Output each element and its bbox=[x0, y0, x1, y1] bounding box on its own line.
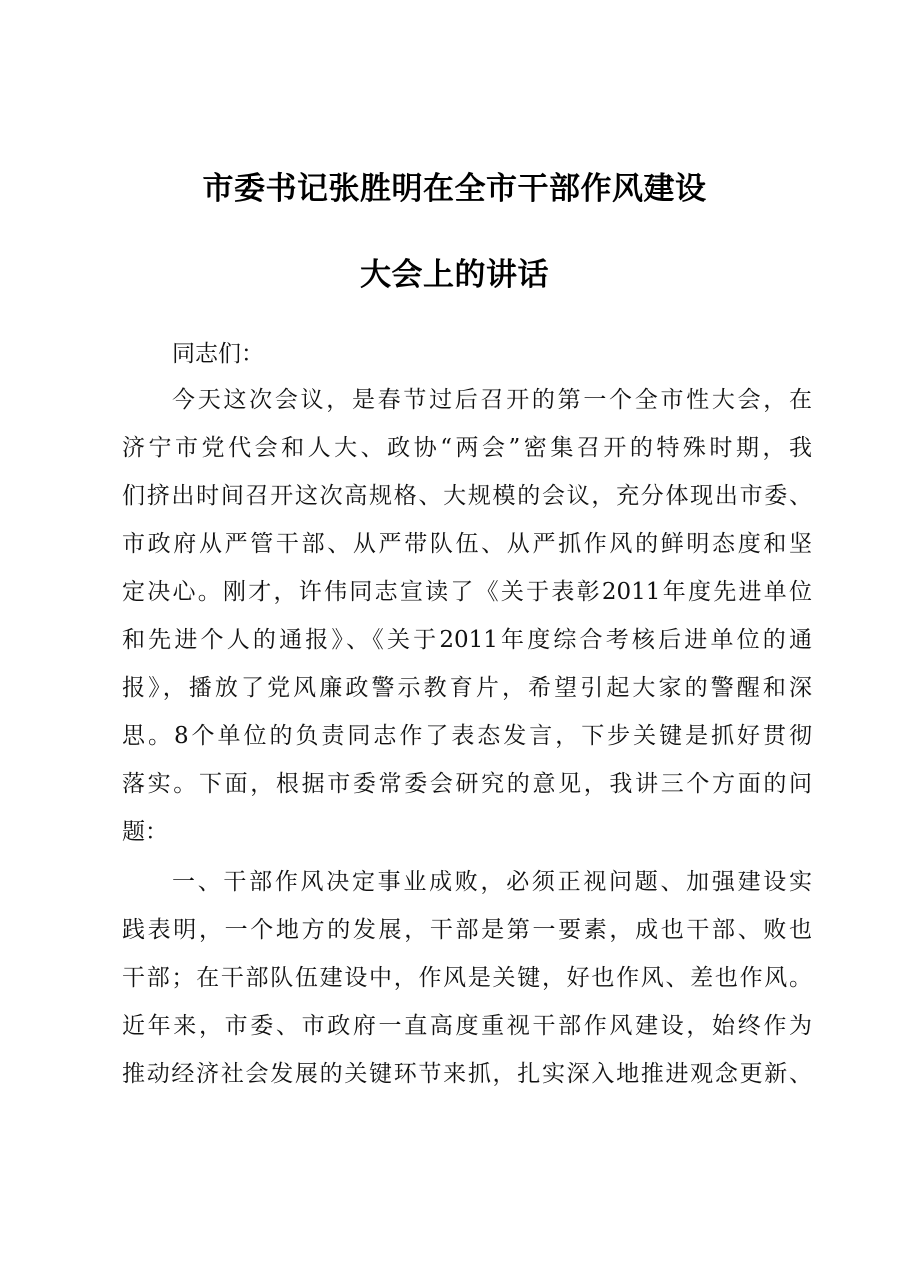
salutation: 同志们： bbox=[172, 341, 264, 367]
body-line: 践表明，一个地方的发展，干部是第一要素，成也干部、败也 bbox=[122, 917, 812, 943]
body-line: 报》，播放了党风廉政警示教育片，希望引起大家的警醒和深 bbox=[122, 675, 812, 701]
body-line: 市政府从严管干部、从严带队伍、从严抓作风的鲜明态度和坚 bbox=[122, 531, 812, 557]
body-line: 和先进个人的通报》、《关于2011年度综合考核后进单位的通 bbox=[122, 627, 812, 653]
body-line: 干部；在干部队伍建设中，作风是关键，好也作风、差也作风。 bbox=[122, 965, 812, 991]
body-line: 定决心。刚才，许伟同志宣读了《关于表彰2011年度先进单位 bbox=[122, 579, 812, 605]
body-line: 近年来，市委、市政府一直高度重视干部作风建设，始终作为 bbox=[122, 1013, 812, 1039]
body-line: 推动经济社会发展的关键环节来抓，扎实深入地推进观念更新、 bbox=[122, 1061, 812, 1087]
body-line: 思。8个单位的负责同志作了表态发言，下步关键是抓好贯彻 bbox=[122, 723, 812, 749]
document-title-line-2: 大会上的讲话 bbox=[360, 257, 549, 293]
body-line: 题： bbox=[122, 819, 168, 845]
body-line: 一、干部作风决定事业成败，必须正视问题、加强建设实 bbox=[172, 869, 812, 895]
body-line: 们挤出时间召开这次高规格、大规模的会议，充分体现出市委、 bbox=[122, 483, 812, 509]
body-line: 济宁市党代会和人大、政协“两会”密集召开的特殊时期，我 bbox=[122, 435, 812, 461]
body-line: 落实。下面，根据市委常委会研究的意见，我讲三个方面的问 bbox=[122, 771, 812, 797]
body-line: 今天这次会议，是春节过后召开的第一个全市性大会，在 bbox=[172, 387, 812, 413]
document-title-line-1: 市委书记张胜明在全市干部作风建设 bbox=[202, 171, 707, 207]
